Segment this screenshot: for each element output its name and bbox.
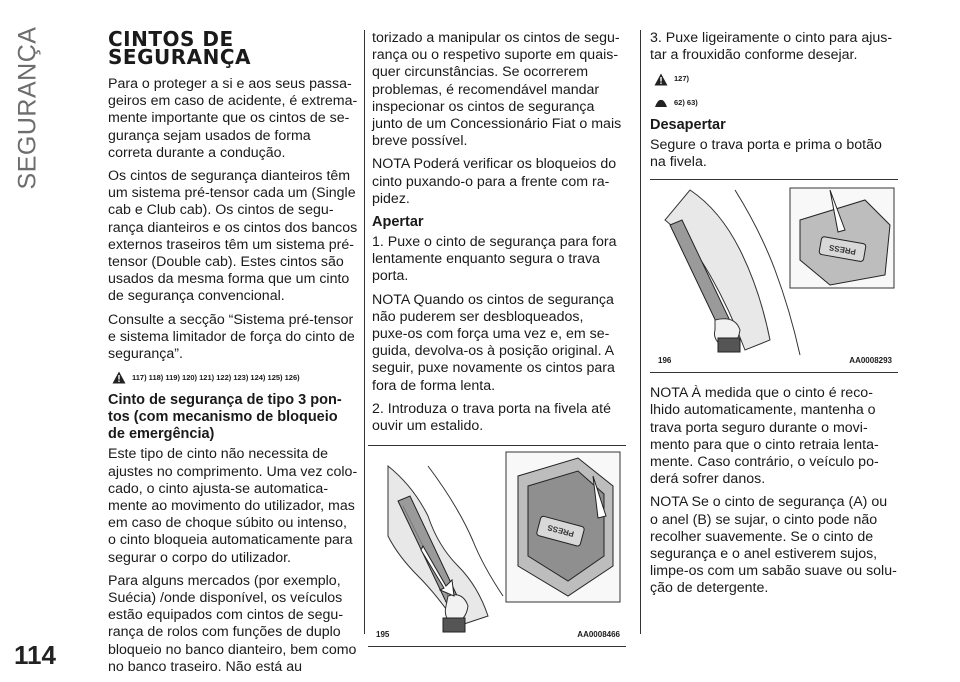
section-side-label: SEGURANÇA xyxy=(13,26,42,190)
paragraph: NOTA Quando os cintos de segurança não puderem ser desbloqueados, puxe-os com força uma vez e, em seguida, devolva-os à posição original. A seguir, puxe novamente os cintos para fora de forma lenta. xyxy=(372,291,615,394)
figure-number: 196 xyxy=(658,356,672,366)
paragraph: torizado a manipular os cintos de segurança ou o respetivo suporte em quaisquer circunstâncias. Se ocorrerem problemas, é recomendável mandar inspecionar os cintos de segurança junto de um Concessionário Fiat o mais breve possível. xyxy=(372,30,622,150)
press-label: PRESS xyxy=(546,523,576,539)
warning-icon xyxy=(654,73,668,86)
paragraph: NOTA Poderá verificar os bloqueios do cinto puxando-o para a frente com rapidez. xyxy=(372,156,617,207)
page-number: 114 xyxy=(14,640,56,670)
paragraph: Segure o trava porta e prima o botão na fivela. xyxy=(650,136,882,171)
paragraph: 1. Puxe o cinto de segurança para fora lentamente enquanto segura o trava porta. xyxy=(372,234,617,285)
subheading: Cinto de segurança de tipo 3 pontos (com mecanismo de bloqueio de emergência) xyxy=(108,392,342,443)
figure-code: AA0008293 xyxy=(849,356,892,366)
warning-icon xyxy=(112,371,126,384)
paragraph: Consulte a secção “Sistema pré-tensor e sistema limitador de força do cinto de segurança”. xyxy=(108,311,355,363)
press-label: PRESS xyxy=(828,243,857,257)
seatbelt-fastening-illustration xyxy=(368,446,626,646)
warning-reference: 117) 118) 119) 120) 121) 122) 123) 124) 125) 126) xyxy=(112,369,358,386)
paragraph: 2. Introduza o trava porta na fivela até ouvir um estalido. xyxy=(372,400,611,435)
section-title: CINTOS DE SEGURANÇA xyxy=(108,27,251,69)
paragraph: Para alguns mercados (por exemplo, Suécia) /onde disponível, os veículos estão equipados com cintos de segurança de rolos com funções de duplo bloqueio no banco dianteiro, bem como no banco traseiro. Não está au xyxy=(108,572,357,675)
figure-195 xyxy=(368,445,626,647)
subheading: Apertar xyxy=(372,214,424,231)
figure-196 xyxy=(650,179,898,373)
warning-reference: 127) xyxy=(654,70,898,87)
column-divider-1 xyxy=(364,30,365,634)
figure-caption xyxy=(658,352,892,369)
seatbelt-release-illustration xyxy=(650,180,898,372)
column-2 xyxy=(372,30,622,647)
paragraph: Este tipo de cinto não necessita de ajustes no comprimento. Uma vez colocado, o cinto ajusta-se automaticamente ao movimento do utilizador, mas em caso de choque súbito ou intenso, o cinto bloqueia automaticamente para segurar o corpo do utilizador. xyxy=(108,446,358,566)
figure-code: AA0008466 xyxy=(577,630,620,640)
note-icon xyxy=(654,96,668,109)
note-reference: 62) 63) xyxy=(654,94,898,111)
paragraph: Os cintos de segurança dianteiros têm um sistema pré-tensor cada um (Single cab e Club cab). Os cintos de segurança dianteiros e os cintos dos bancos externos traseiros têm um sistema pré-tensor (Double cab). Estes cintos são usados da mesma forma que um cinto de segurança convencional. xyxy=(108,168,358,305)
column-3 xyxy=(650,30,898,604)
column-1 xyxy=(108,27,358,682)
subheading: Desapertar xyxy=(650,116,726,133)
figure-caption xyxy=(376,626,620,643)
figure-number: 195 xyxy=(376,630,390,640)
paragraph: NOTA Se o cinto de segurança (A) ou o anel (B) se sujar, o cinto pode não recolher suavemente. Se o cinto de segurança e o anel estiverem sujos, limpe-os com um sabão suave ou solução de detergente. xyxy=(650,494,897,597)
column-divider-2 xyxy=(640,30,641,634)
paragraph: 3. Puxe ligeiramente o cinto para ajustar a frouxidão conforme desejar. xyxy=(650,30,893,64)
paragraph: NOTA À medida que o cinto é recolhido automaticamente, mantenha o trava porta seguro durante o movimento para que o cinto retraia lentamente. Caso contrário, o veículo poderá sofrer danos. xyxy=(650,385,879,488)
paragraph: Para o proteger a si e aos seus passageiros em caso de acidente, é extremamente importante que os cintos de segurança sejam usados de forma correta durante a condução. xyxy=(108,76,358,161)
